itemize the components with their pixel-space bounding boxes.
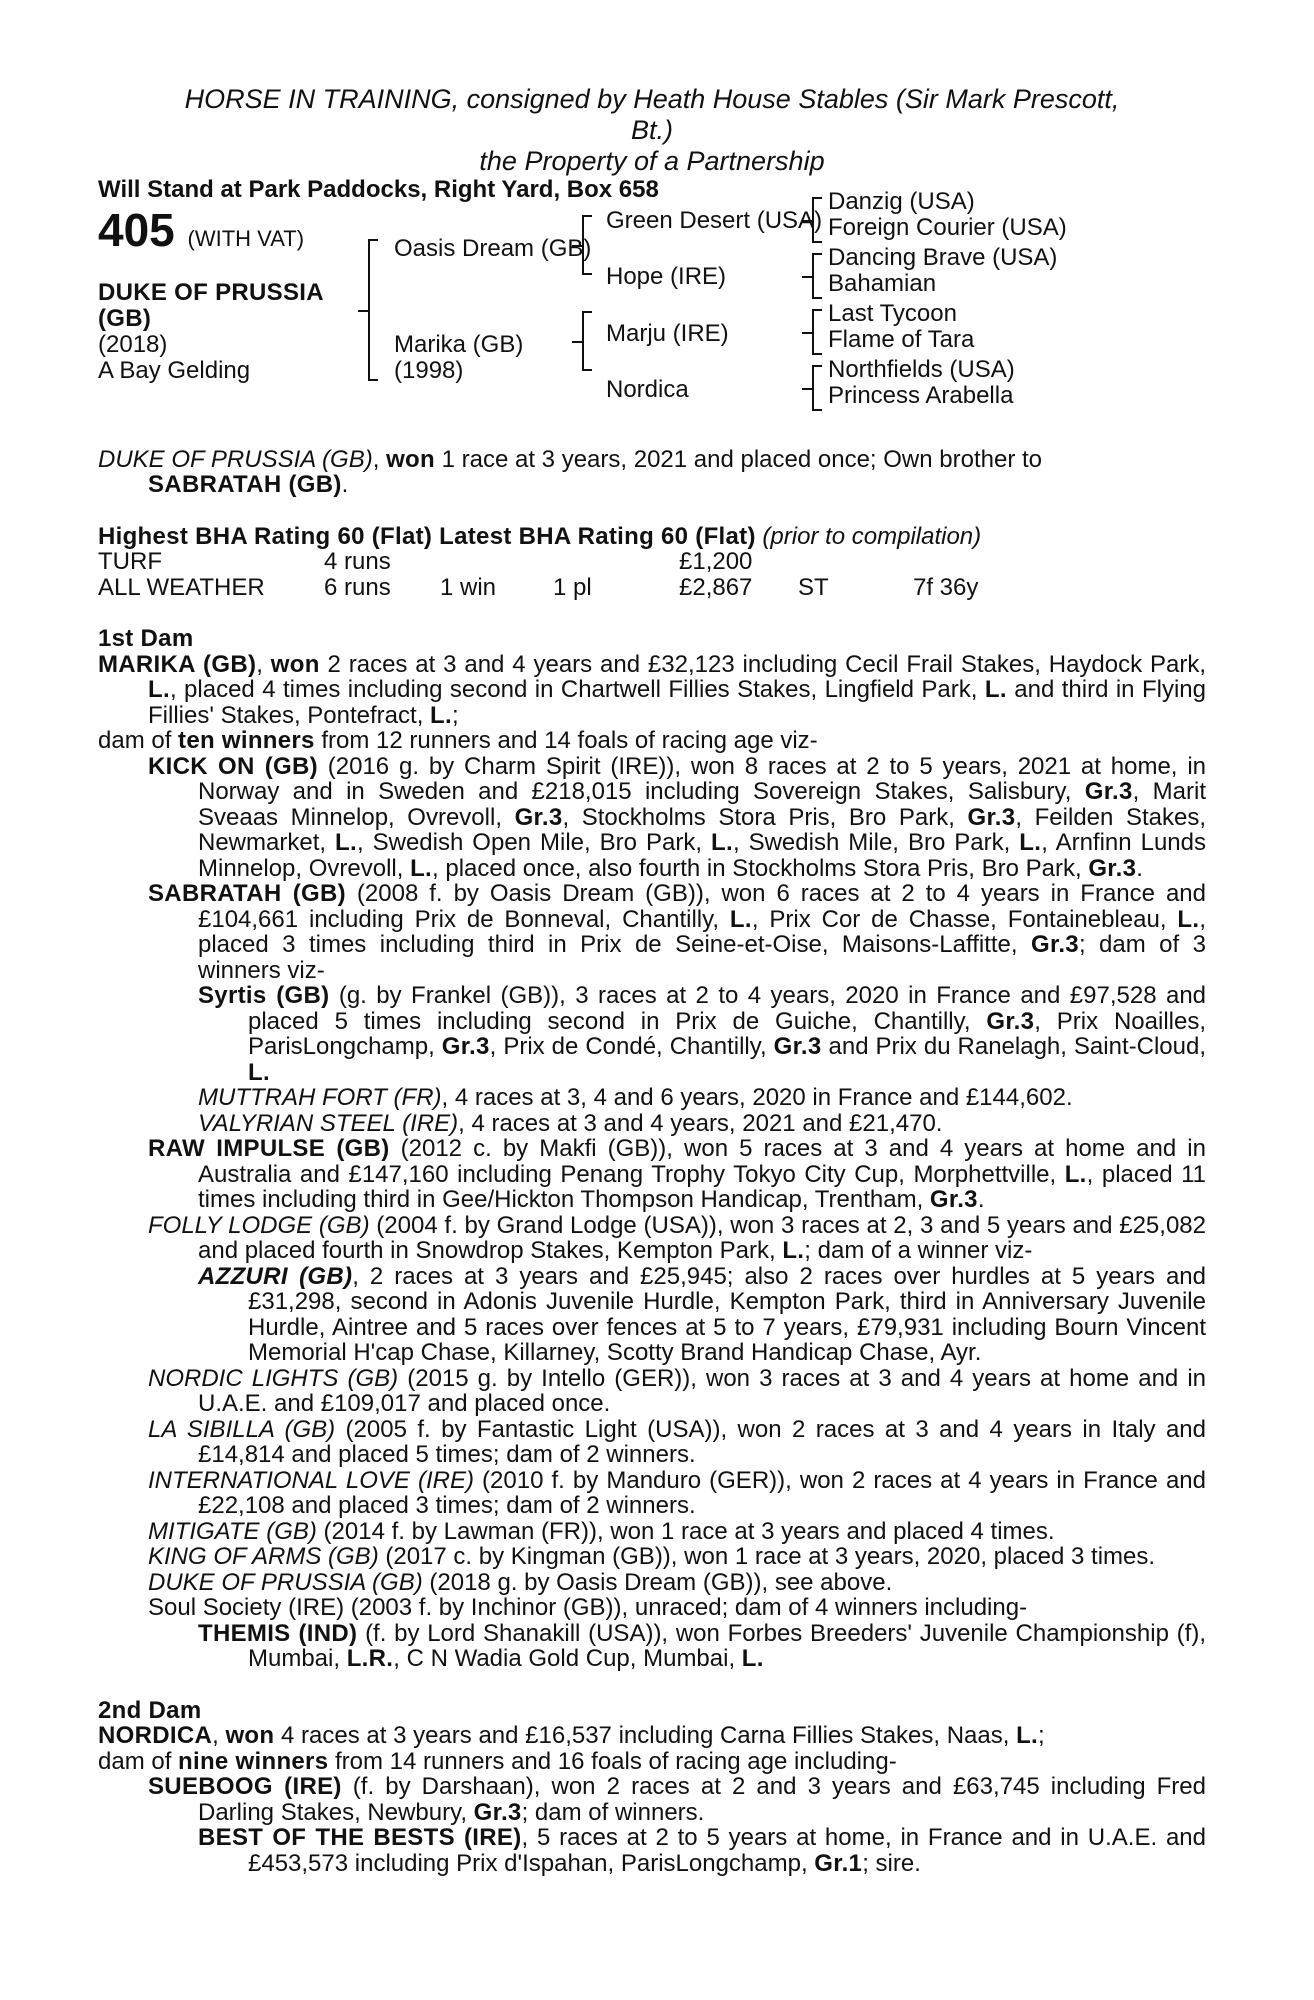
- entry-international-love: [98, 1468, 1206, 1519]
- turf-distance: [913, 549, 1013, 575]
- listed-badge: L.: [711, 829, 733, 856]
- entry-name: KING OF ARMS (GB): [148, 1543, 379, 1570]
- listed-badge: L.: [410, 854, 433, 882]
- second-dam-name: NORDICA: [98, 1722, 213, 1749]
- first-dam-text-c: and third in Flying Fillies' Stakes, Pontefract,: [148, 676, 1206, 729]
- entry-kick-on: [98, 754, 1206, 882]
- winners-count: ten winners: [178, 727, 315, 754]
- second-dam-record: NORDICA, won 4 races at 3 years and £16,537 including Carna Fillies Stakes, Naas, L.;: [98, 1722, 1045, 1749]
- sire-dam: Hope (IRE): [606, 262, 727, 290]
- gen3-3: Dancing Brave (USA): [828, 243, 1058, 271]
- entry-text: , Stockholms Stora Pris, Bro Park,: [562, 803, 968, 831]
- parents-brace: [368, 239, 378, 381]
- entry-text: (g. by Frankel (GB)), 3 races at 2 to 4 years, 2020 in France and £97,528 and placed 5 times including second in Prix de Guiche, Chantilly,: [248, 982, 1207, 1035]
- stand-location: Will Stand at Park Paddocks, Right Yard, Box 658: [98, 176, 659, 203]
- entry-themis: [98, 1621, 1206, 1672]
- listed-badge: L.: [782, 1237, 805, 1264]
- entry-sueboog: [98, 1774, 1206, 1825]
- entry-text: (2005 f. by Fantastic Light (USA)), won 2 races at 3 and 4 years in Italy and £14,814 and placed 5 times; dam of 2 winners.: [198, 1415, 1207, 1468]
- group-badge: Gr.3: [986, 1007, 1035, 1035]
- entry-duke-of-prussia: [98, 1570, 1206, 1596]
- ratings-row-turf: [98, 549, 1206, 575]
- second-dam-produce-summary: [98, 1749, 1206, 1775]
- bha-ratings: Highest BHA Rating 60 (Flat) Latest BHA Rating 60 (Flat): [98, 522, 756, 550]
- entry-name: Syrtis (GB): [198, 982, 330, 1009]
- listed-badge: L.: [1016, 1722, 1039, 1749]
- entry-text: (2017 c. by Kingman (GB)), won 1 race at 3 years, 2020, placed 3 times.: [378, 1543, 1156, 1570]
- entry-text: .: [977, 1186, 985, 1213]
- first-dam-text-d: ;: [451, 701, 459, 729]
- entry-text: (f. by Lord Shanakill (USA)), won Forbes Breeders' Juvenile Championship (f), Mumbai,: [248, 1619, 1206, 1672]
- dam-of-text: from 14 runners and 16 foals of racing age including-: [328, 1747, 897, 1775]
- consignment-line-1: HORSE IN TRAINING, consigned by Heath House Stables (Sir Mark Prescott,: [184, 84, 1120, 114]
- entry-name: FOLLY LODGE (GB): [148, 1211, 370, 1239]
- entry-text: (2008 f. by Oasis Dream (GB)), won 6 races at 2 to 4 years in France and £104,661 including Prix de Bonneval, Chantilly,: [198, 880, 1206, 933]
- entry-king-of-arms: [98, 1544, 1206, 1570]
- consignment-line-2: Bt.): [630, 115, 673, 145]
- entry-best-of-the-bests: [98, 1825, 1206, 1876]
- listed-badge: L.: [248, 1058, 270, 1086]
- entry-la-sibilla: [98, 1417, 1206, 1468]
- entry-text: ; sire.: [862, 1849, 921, 1877]
- turf-label: TURF: [98, 548, 162, 575]
- lot-number: [98, 205, 304, 264]
- summary-brother: SABRATAH (GB): [148, 471, 342, 498]
- gen3-brace-1: [812, 197, 822, 243]
- entry-soul-society: Soul Society (IRE) (2003 f. by Inchinor (GB)), unraced; dam of 4 winners including-: [148, 1594, 1028, 1621]
- horse-name-line-1: DUKE OF PRUSSIA: [98, 278, 324, 306]
- aw-distance: 7f 36y: [913, 573, 979, 601]
- group-badge: Gr.3: [441, 1033, 490, 1060]
- listed-badge: L.: [741, 1645, 764, 1672]
- entry-name: VALYRIAN STEEL (IRE): [198, 1109, 459, 1137]
- entry-text: ; dam of winners.: [521, 1798, 705, 1826]
- entry-azzuri: [98, 1264, 1206, 1366]
- entry-name: NORDIC LIGHTS (GB): [148, 1364, 399, 1392]
- first-dam-record: MARIKA (GB), won 2 races at 3 and 4 years and £32,123 including Cecil Frail Stakes, Haydock Park, L., placed 4 times including second in Chartwell Fillies Stakes, Lingfield Park, L. and third in Flying Fillies' Stakes, Pontefract, L.;: [98, 650, 1206, 729]
- first-dam-text-b: , placed 4 times including second in Chartwell Fillies Stakes, Lingfield Park,: [169, 676, 985, 703]
- dam-of-label: dam of: [98, 1747, 179, 1775]
- turf-wins: [440, 549, 553, 575]
- dam-name: Marika (GB): [394, 330, 524, 358]
- entry-text: (2010 f. by Manduro (GER)), won 2 races at 4 years in France and £22,108 and placed 3 times; dam of 2 winners.: [198, 1466, 1206, 1519]
- turf-runs: 4 runs: [324, 548, 391, 575]
- horse-description: A Bay Gelding: [98, 356, 251, 384]
- first-dam-produce-summary: [98, 728, 1206, 754]
- entry-name: LA SIBILLA (GB): [148, 1415, 336, 1443]
- aw-surface: ST: [798, 573, 829, 601]
- entry-text: (2014 f. by Lawman (FR)), won 1 race at 3 years and placed 4 times.: [316, 1517, 1055, 1545]
- gen3-8: Princess Arabella: [828, 381, 1014, 409]
- summary-text: 1 race at 3 years, 2021 and placed once; Own brother to: [434, 445, 1042, 473]
- entry-valyrian-steel: [98, 1111, 1206, 1137]
- first-dam-won: won: [270, 650, 320, 678]
- turf-surface: [798, 549, 913, 575]
- entry-text: , Prix Noailles, ParisLongchamp,: [248, 1007, 1206, 1060]
- sire-parents-brace: [582, 215, 592, 275]
- gen3-5: Last Tycoon: [828, 299, 957, 327]
- entry-text: ; dam of 3 winners viz-: [198, 931, 1206, 984]
- entry-mitigate: [98, 1519, 1206, 1545]
- lot-vat: (WITH VAT): [187, 225, 305, 251]
- first-dam-name: MARIKA (GB): [98, 650, 257, 678]
- listed-badge: L.: [1019, 829, 1042, 856]
- entry-text: , Marit Sveaas Minnelop, Ovrevoll,: [198, 778, 1206, 831]
- listed-badge: L.: [335, 829, 357, 856]
- entry-text: (f. by Darshaan), won 2 races at 2 and 3 years and £63,745 including Fred Darling Stakes, Newbury,: [198, 1773, 1206, 1826]
- entry-syrtis: [98, 983, 1206, 1085]
- aw-runs: 6 runs: [324, 573, 391, 601]
- property-line: the Property of a Partnership: [479, 146, 825, 176]
- entry-text: , placed 3 times including third in Prix de Seine-et-Oise, Maisons-Laffitte,: [198, 905, 1206, 958]
- winners-count: nine winners: [178, 1747, 329, 1775]
- first-dam-text-a: 2 races at 3 and 4 years and £32,123 including Cecil Frail Stakes, Haydock Park,: [319, 650, 1206, 678]
- entry-name: SABRATAH (GB): [148, 880, 346, 907]
- entry-text: , Swedish Mile, Bro Park,: [732, 829, 1020, 856]
- summary-end: .: [341, 471, 349, 498]
- sire-name: Oasis Dream (GB): [394, 234, 592, 262]
- gen3-6: Flame of Tara: [828, 325, 975, 353]
- entry-text: , placed once, also fourth in Stockholms Stora Pris, Bro Park,: [432, 854, 1089, 882]
- entry-text: , Prix de Condé, Chantilly,: [489, 1033, 774, 1060]
- entry-text: (2004 f. by Grand Lodge (USA)), won 3 races at 2, 3 and 5 years and £25,082 and placed fourth in Snowdrop Stakes, Kempton Park,: [198, 1211, 1206, 1264]
- gen3-1: Danzig (USA): [828, 187, 975, 215]
- dam-sire: Marju (IRE): [606, 319, 729, 347]
- horse-foaled-year: (2018): [98, 330, 168, 358]
- gen3-brace-2: [812, 253, 822, 299]
- entry-nordic-lights: [98, 1366, 1206, 1417]
- entry-text: (2015 g. by Intello (GER)), won 3 races at 3 and 4 years at home and in U.A.E. and £109,017 and placed once.: [198, 1364, 1207, 1417]
- gen3-4: Bahamian: [828, 269, 937, 297]
- group-badge: Gr.3: [967, 803, 1016, 831]
- group-badge: Gr.3: [1084, 778, 1133, 805]
- entry-name: KICK ON (GB): [148, 752, 318, 780]
- summary-won: won: [386, 445, 435, 473]
- entry-sabratah: [98, 881, 1206, 983]
- gen3-2: Foreign Courier (USA): [828, 213, 1067, 241]
- entry-text: .: [1136, 854, 1143, 882]
- entry-name: THEMIS (IND): [198, 1619, 358, 1647]
- entry-text: ; dam of a winner viz-: [804, 1237, 1033, 1264]
- listed-badge: L.: [984, 676, 1007, 703]
- ratings-note: (prior to compilation): [762, 522, 982, 550]
- group-badge: Gr.3: [473, 1798, 522, 1826]
- entry-text: (2018 g. by Oasis Dream (GB)), see above.: [422, 1568, 893, 1596]
- dam-parents-brace: [582, 311, 592, 371]
- listed-badge: L.: [430, 701, 452, 729]
- turf-earnings: £1,200: [679, 548, 753, 575]
- second-dam-text: 4 races at 3 years and £16,537 including Carna Fillies Stakes, Naas,: [274, 1722, 1017, 1749]
- dam-dam: Nordica: [606, 375, 689, 403]
- entry-text: , Prix Cor de Chasse, Fontainebleau,: [751, 905, 1178, 933]
- turf-placed: [553, 549, 679, 575]
- entry-raw-impulse: [98, 1136, 1206, 1213]
- group-badge: Gr.3: [1031, 931, 1079, 958]
- consignment-heading: [98, 84, 1206, 177]
- dam-of-text: from 12 runners and 14 foals of racing age viz-: [314, 727, 818, 754]
- group-badge: Gr.3: [929, 1186, 978, 1213]
- second-dam-won: won: [225, 1722, 275, 1749]
- listed-badge: L.: [729, 905, 752, 933]
- aw-label: ALL WEATHER: [98, 573, 265, 601]
- group-badge: Gr.1: [814, 1849, 863, 1877]
- entry-text: , Swedish Open Mile, Bro Park,: [356, 829, 711, 856]
- entry-text: , 2 races at 3 years and £25,945; also 2 races over hurdles at 5 years and £31,298, second in Adonis Juvenile Hurdle, Kempton Park, third in Anniversary Juvenile Hurdle, Aintree and 5 races over fences at 5 to 7 years, £79,931 including Bourn Vincent Memorial H'cap Chase, Killarney, Scotty Brand Handicap Chase, Ayr.: [248, 1262, 1206, 1366]
- aw-earnings: £2,867: [679, 573, 753, 601]
- entry-text: , placed 11 times including third in Gee/Hickton Thompson Handicap, Trentham,: [198, 1160, 1207, 1213]
- group-badge: Gr.3: [1088, 854, 1137, 882]
- entry-text: , 5 races at 2 to 5 years at home, in France and in U.A.E. and £453,573 including Prix d'Ispahan, ParisLongchamp,: [248, 1824, 1206, 1877]
- first-dam-section: [98, 626, 1206, 1672]
- entry-text: , Arnfinn Lunds Minnelop, Ovrevoll,: [198, 829, 1206, 882]
- entry-text: , Feilden Stakes, Newmarket,: [198, 803, 1206, 856]
- entry-folly-lodge: [98, 1213, 1206, 1264]
- entry-name: INTERNATIONAL LOVE (IRE): [148, 1466, 474, 1494]
- entry-name: AZZURI (GB): [198, 1262, 353, 1290]
- race-summary: DUKE OF PRUSSIA (GB), won 1 race at 3 years, 2021 and placed once; Own brother to SABRATAH (GB).: [98, 445, 1042, 498]
- entry-text: (2012 c. by Makfi (GB)), won 5 races at 3 and 4 years at home and in Australia and £147,160 including Penang Trophy Tokyo City Cup, Morphettville,: [198, 1135, 1206, 1188]
- entry-name: MITIGATE (GB): [148, 1517, 317, 1545]
- entry-text: and Prix du Ranelagh, Saint-Cloud,: [821, 1033, 1206, 1060]
- gen3-brace-4: [812, 365, 822, 411]
- entry-name: DUKE OF PRUSSIA (GB): [148, 1568, 423, 1596]
- dam-of-label: dam of: [98, 727, 179, 754]
- listed-badge: L.: [1177, 905, 1200, 933]
- group-badge: Gr.3: [773, 1033, 822, 1060]
- entry-name: RAW IMPULSE (GB): [148, 1135, 390, 1162]
- second-dam-section: [98, 1698, 1206, 1877]
- horse-name-line-2: (GB): [98, 304, 152, 332]
- gen3-7: Northfields (USA): [828, 355, 1015, 383]
- ratings-row-aw: [98, 575, 1206, 601]
- second-dam-text: ;: [1038, 1722, 1045, 1749]
- group-badge: Gr.3: [514, 803, 563, 831]
- summary-horse-name: DUKE OF PRUSSIA (GB): [98, 445, 373, 473]
- listed-restricted-badge: L.R.: [346, 1645, 394, 1672]
- second-dam-title: 2nd Dam: [98, 1696, 202, 1724]
- aw-wins: 1 win: [440, 573, 497, 601]
- entry-muttrah-fort: [98, 1085, 1206, 1111]
- sire-sire: Green Desert (USA): [606, 206, 823, 234]
- gen3-brace-3: [812, 309, 822, 355]
- entry-text: , 4 races at 3, 4 and 6 years, 2020 in France and £144,602.: [441, 1084, 1073, 1111]
- entry-text: , C N Wadia Gold Cup, Mumbai,: [393, 1645, 742, 1672]
- aw-placed: 1 pl: [553, 573, 592, 601]
- catalogue-page: [98, 84, 1206, 1876]
- ratings-section: [98, 524, 1206, 601]
- entry-text: , 4 races at 3 and 4 years, 2021 and £21,470.: [458, 1109, 943, 1137]
- entry-name: SUEBOOG (IRE): [148, 1773, 342, 1800]
- entry-text: (2016 g. by Charm Spirit (IRE)), won 8 races at 2 to 5 years, 2021 at home, in Norway and in Sweden and £218,015 including Sovereign Stakes, Salisbury,: [198, 752, 1206, 805]
- dam-foaled-year: (1998): [394, 356, 464, 384]
- lot-number-value: 405: [98, 203, 175, 256]
- entry-name: MUTTRAH FORT (FR): [198, 1084, 442, 1111]
- first-dam-title: 1st Dam: [98, 625, 194, 652]
- listed-badge: L.: [1064, 1160, 1087, 1188]
- entry-name: BEST OF THE BESTS (IRE): [198, 1824, 522, 1851]
- listed-badge: L.: [148, 676, 170, 703]
